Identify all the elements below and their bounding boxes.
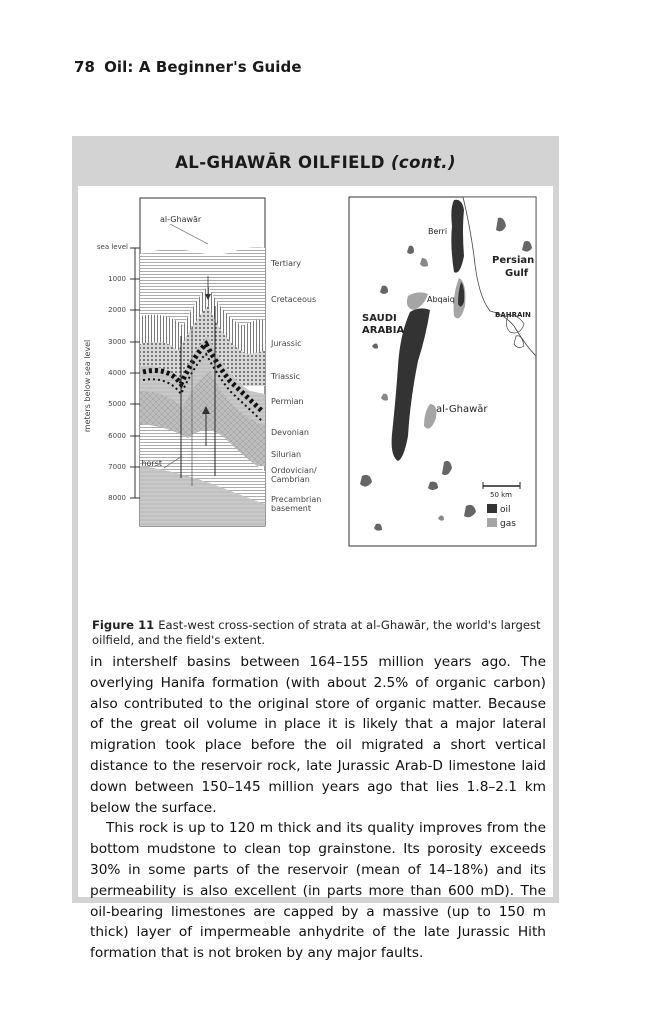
depth-tick-6000: 6000 bbox=[108, 432, 126, 440]
caption-text: East-west cross-section of strata at al-Ghawār, the world's largest oilfield, and the field's extent. bbox=[92, 618, 541, 647]
page-number: 78 bbox=[74, 58, 96, 76]
strata-labels bbox=[270, 259, 321, 513]
sea-level-label: sea level bbox=[96, 243, 128, 251]
stratum-cambrian: Cambrian bbox=[271, 475, 310, 484]
depth-tick-1000: 1000 bbox=[108, 275, 126, 283]
depth-axis-title: meters below sea level bbox=[83, 339, 92, 433]
figure-11 bbox=[78, 186, 553, 616]
depth-tick-5000: 5000 bbox=[108, 400, 126, 408]
cross-section-field-label: al-Ghawār bbox=[160, 215, 202, 224]
map-place-abqaiq: Abqaiq bbox=[427, 295, 455, 304]
map-field-label: al-Ghawār bbox=[436, 404, 488, 415]
body-text bbox=[90, 652, 546, 964]
map-gulf-line-2: Gulf bbox=[505, 268, 529, 279]
depth-tick-8000: 8000 bbox=[108, 494, 126, 502]
box-title-cont: (cont.) bbox=[390, 153, 456, 172]
depth-tick-3000: 3000 bbox=[108, 338, 126, 346]
map-country-line-2: ARABIA bbox=[362, 325, 405, 336]
cross-section bbox=[83, 198, 321, 526]
stratum-permian: Permian bbox=[271, 397, 304, 406]
stratum-triassic: Triassic bbox=[271, 372, 301, 381]
sidebar-box bbox=[72, 136, 559, 962]
map-place-bahrain: BAHRAIN bbox=[495, 311, 531, 319]
box-title-main: AL-GHAWĀR OILFIELD bbox=[175, 153, 385, 172]
figure-caption bbox=[92, 618, 542, 648]
map-country-line-1: SAUDI bbox=[362, 313, 397, 324]
map-scale-label: 50 km bbox=[489, 491, 513, 499]
stratum-silurian: Silurian bbox=[271, 450, 302, 459]
figure-label: Figure 11 bbox=[92, 618, 155, 632]
depth-tick-4000: 4000 bbox=[108, 369, 126, 377]
legend-gas-swatch bbox=[487, 518, 497, 527]
running-head bbox=[74, 58, 302, 76]
legend-gas-label: gas bbox=[500, 519, 516, 529]
field-map bbox=[349, 197, 536, 546]
paragraph-1: in intershelf basins between 164–155 million years ago. The overlying Hanifa formation (with about 2.5% of organic carbon) also contributed to the original store of organic matter. Because of the great oil volume in place it is likely that a major lateral migration took place before the oil migrated a short vertical distance to the reservoir rock, late Jurassic Arab-D limestone laid down between 150–145 million years ago that lies 1.8–2.1 km below the surface. bbox=[90, 654, 546, 816]
stratum-devonian: Devonian bbox=[271, 428, 309, 437]
box-title bbox=[72, 153, 559, 172]
stratum-cretaceous: Cretaceous bbox=[271, 295, 317, 304]
book-title: Oil: A Beginner's Guide bbox=[104, 58, 302, 76]
legend-oil-label: oil bbox=[500, 505, 511, 515]
stratum-basement: basement bbox=[271, 504, 311, 513]
box-content bbox=[78, 186, 553, 962]
horst-label: horst bbox=[141, 459, 162, 468]
stratum-ordovician: Ordovician/ bbox=[271, 466, 317, 475]
map-place-berri: Berri bbox=[428, 227, 448, 236]
depth-tick-2000: 2000 bbox=[108, 306, 126, 314]
map-gulf-line-1: Persian bbox=[492, 255, 535, 266]
stratum-tertiary: Tertiary bbox=[271, 259, 302, 268]
legend-oil-swatch bbox=[487, 504, 497, 513]
stratum-precambrian: Precambrian bbox=[271, 495, 322, 504]
depth-tick-7000: 7000 bbox=[108, 463, 126, 471]
paragraph-2: This rock is up to 120 m thick and its quality improves from the bottom mudstone to clean top grainstone. Its porosity exceeds 30% in some parts of the reservoir (mean of 14–18%) and its permeability is also excellent (in parts more than 600 mD). The oil-bearing limestones are capped by a massive (up to 150 m thick) layer of impermeable anhydrite of the late Jurassic Hith formation that is not broken by any major faults. bbox=[90, 820, 546, 962]
stratum-jurassic: Jurassic bbox=[271, 339, 302, 348]
